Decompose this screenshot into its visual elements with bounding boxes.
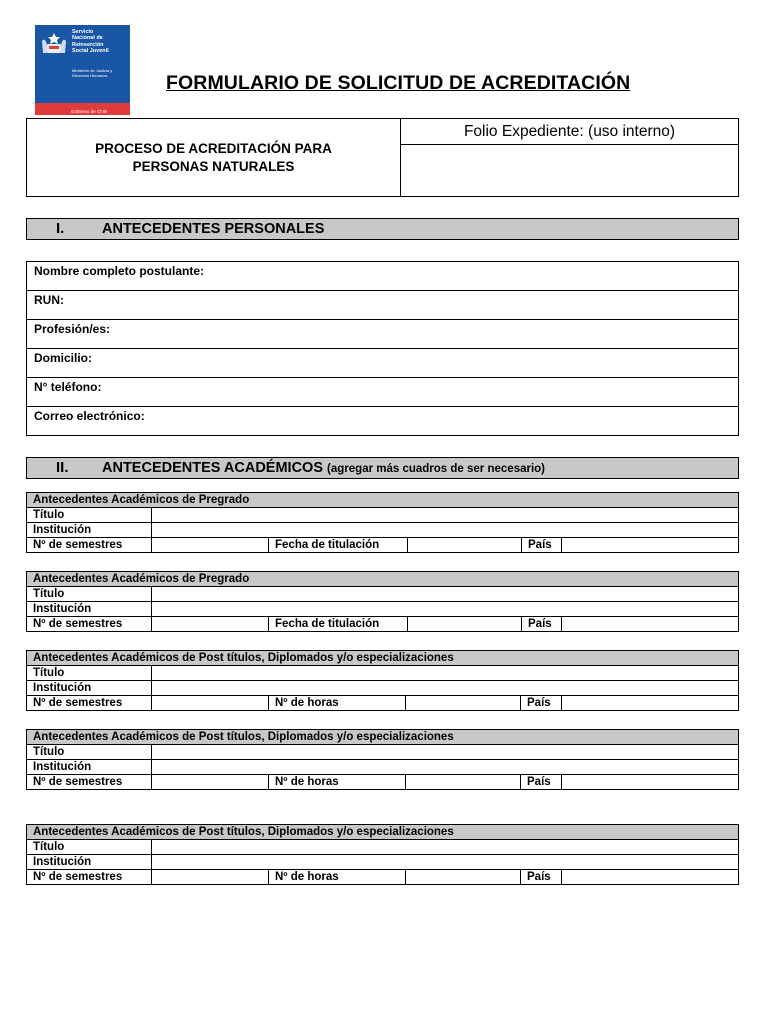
logo-org-name: Servicio Nacional de Reinserción Social Juvenil	[72, 29, 109, 55]
academic-block-header: Antecedentes Académicos de Post títulos, Diplomados y/o especializaciones	[27, 730, 739, 745]
institucion-label: Institución	[27, 523, 152, 538]
fecha-titulacion-field[interactable]	[408, 617, 522, 632]
institucion-field[interactable]	[152, 760, 739, 775]
academic-block	[26, 571, 739, 632]
horas-label: Nº de horas	[269, 775, 406, 790]
fecha-titulacion-field[interactable]	[408, 538, 522, 553]
page-title: FORMULARIO DE SOLICITUD DE ACREDITACIÓN	[166, 72, 631, 94]
titulo-field[interactable]	[152, 587, 739, 602]
folio-field[interactable]	[401, 145, 738, 196]
semestres-label: Nº de semestres	[27, 696, 152, 711]
academic-block-header: Antecedentes Académicos de Pregrado	[27, 572, 739, 587]
titulo-label: Título	[27, 745, 152, 760]
titulo-field[interactable]	[152, 840, 739, 855]
process-line-1: PROCESO DE ACREDITACIÓN PARA	[95, 140, 332, 156]
horas-field[interactable]	[406, 870, 521, 885]
personal-field-email[interactable]: Correo electrónico:	[27, 407, 739, 436]
institucion-field[interactable]	[152, 523, 739, 538]
semestres-field[interactable]	[152, 696, 269, 711]
pais-field[interactable]	[562, 696, 739, 711]
academic-block-header: Antecedentes Académicos de Post títulos, Diplomados y/o especializaciones	[27, 825, 739, 840]
horas-field[interactable]	[406, 696, 521, 711]
personal-field-phone[interactable]: N° teléfono:	[27, 378, 739, 407]
titulo-field[interactable]	[152, 745, 739, 760]
process-line-2: PERSONAS NATURALES	[132, 158, 295, 174]
section-number: II.	[56, 459, 69, 476]
academic-block-header: Antecedentes Académicos de Pregrado	[27, 493, 739, 508]
institucion-field[interactable]	[152, 855, 739, 870]
semestres-field[interactable]	[152, 775, 269, 790]
personal-field-run[interactable]: RUN:	[27, 291, 739, 320]
section-title: ANTECEDENTES ACADÉMICOS (agregar más cuadros de ser necesario)	[102, 460, 546, 476]
process-header-box	[26, 118, 739, 197]
semestres-field[interactable]	[152, 870, 269, 885]
titulo-label: Título	[27, 587, 152, 602]
chile-coat-of-arms-icon	[39, 31, 69, 57]
section-number: I.	[56, 220, 65, 237]
horas-field[interactable]	[406, 775, 521, 790]
titulo-label: Título	[27, 508, 152, 523]
pais-label: País	[522, 617, 562, 632]
academic-block	[26, 492, 739, 553]
fecha-titulacion-label: Fecha de titulación	[269, 617, 408, 632]
titulo-label: Título	[27, 840, 152, 855]
personal-field-address[interactable]: Domicilio:	[27, 349, 739, 378]
institucion-label: Institución	[27, 855, 152, 870]
academic-block	[26, 650, 739, 711]
institucion-field[interactable]	[152, 681, 739, 696]
semestres-field[interactable]	[152, 617, 269, 632]
institucion-label: Institución	[27, 602, 152, 617]
section-note: (agregar más cuadros de ser necesario)	[327, 463, 546, 475]
folio-label: Folio Expediente: (uso interno)	[401, 119, 738, 145]
pais-field[interactable]	[562, 870, 739, 885]
institucion-label: Institución	[27, 760, 152, 775]
personal-data-table	[26, 261, 739, 436]
titulo-label: Título	[27, 666, 152, 681]
academic-block	[26, 729, 739, 790]
semestres-label: Nº de semestres	[27, 538, 152, 553]
titulo-field[interactable]	[152, 508, 739, 523]
semestres-field[interactable]	[152, 538, 269, 553]
institucion-field[interactable]	[152, 602, 739, 617]
section-academic-header	[26, 457, 739, 479]
section-title: ANTECEDENTES PERSONALES	[102, 221, 325, 237]
process-name-cell	[27, 119, 401, 196]
personal-field-name[interactable]: Nombre completo postulante:	[27, 262, 739, 291]
pais-field[interactable]	[562, 538, 739, 553]
pais-field[interactable]	[562, 617, 739, 632]
horas-label: Nº de horas	[269, 870, 406, 885]
academic-block	[26, 824, 739, 885]
pais-label: País	[521, 870, 562, 885]
section-personal-header	[26, 218, 739, 240]
pais-label: País	[522, 538, 562, 553]
academic-block-header: Antecedentes Académicos de Post títulos, Diplomados y/o especializaciones	[27, 651, 739, 666]
pais-field[interactable]	[562, 775, 739, 790]
institucion-label: Institución	[27, 681, 152, 696]
pais-label: País	[521, 775, 562, 790]
logo-government: Gobierno de Chile	[71, 109, 108, 114]
semestres-label: Nº de semestres	[27, 775, 152, 790]
sename-logo	[35, 25, 130, 115]
logo-ministry: Ministerio de Justicia y Derechos Humanos	[72, 68, 113, 78]
horas-label: Nº de horas	[269, 696, 406, 711]
titulo-field[interactable]	[152, 666, 739, 681]
fecha-titulacion-label: Fecha de titulación	[269, 538, 408, 553]
semestres-label: Nº de semestres	[27, 617, 152, 632]
pais-label: País	[521, 696, 562, 711]
semestres-label: Nº de semestres	[27, 870, 152, 885]
personal-field-profession[interactable]: Profesión/es:	[27, 320, 739, 349]
